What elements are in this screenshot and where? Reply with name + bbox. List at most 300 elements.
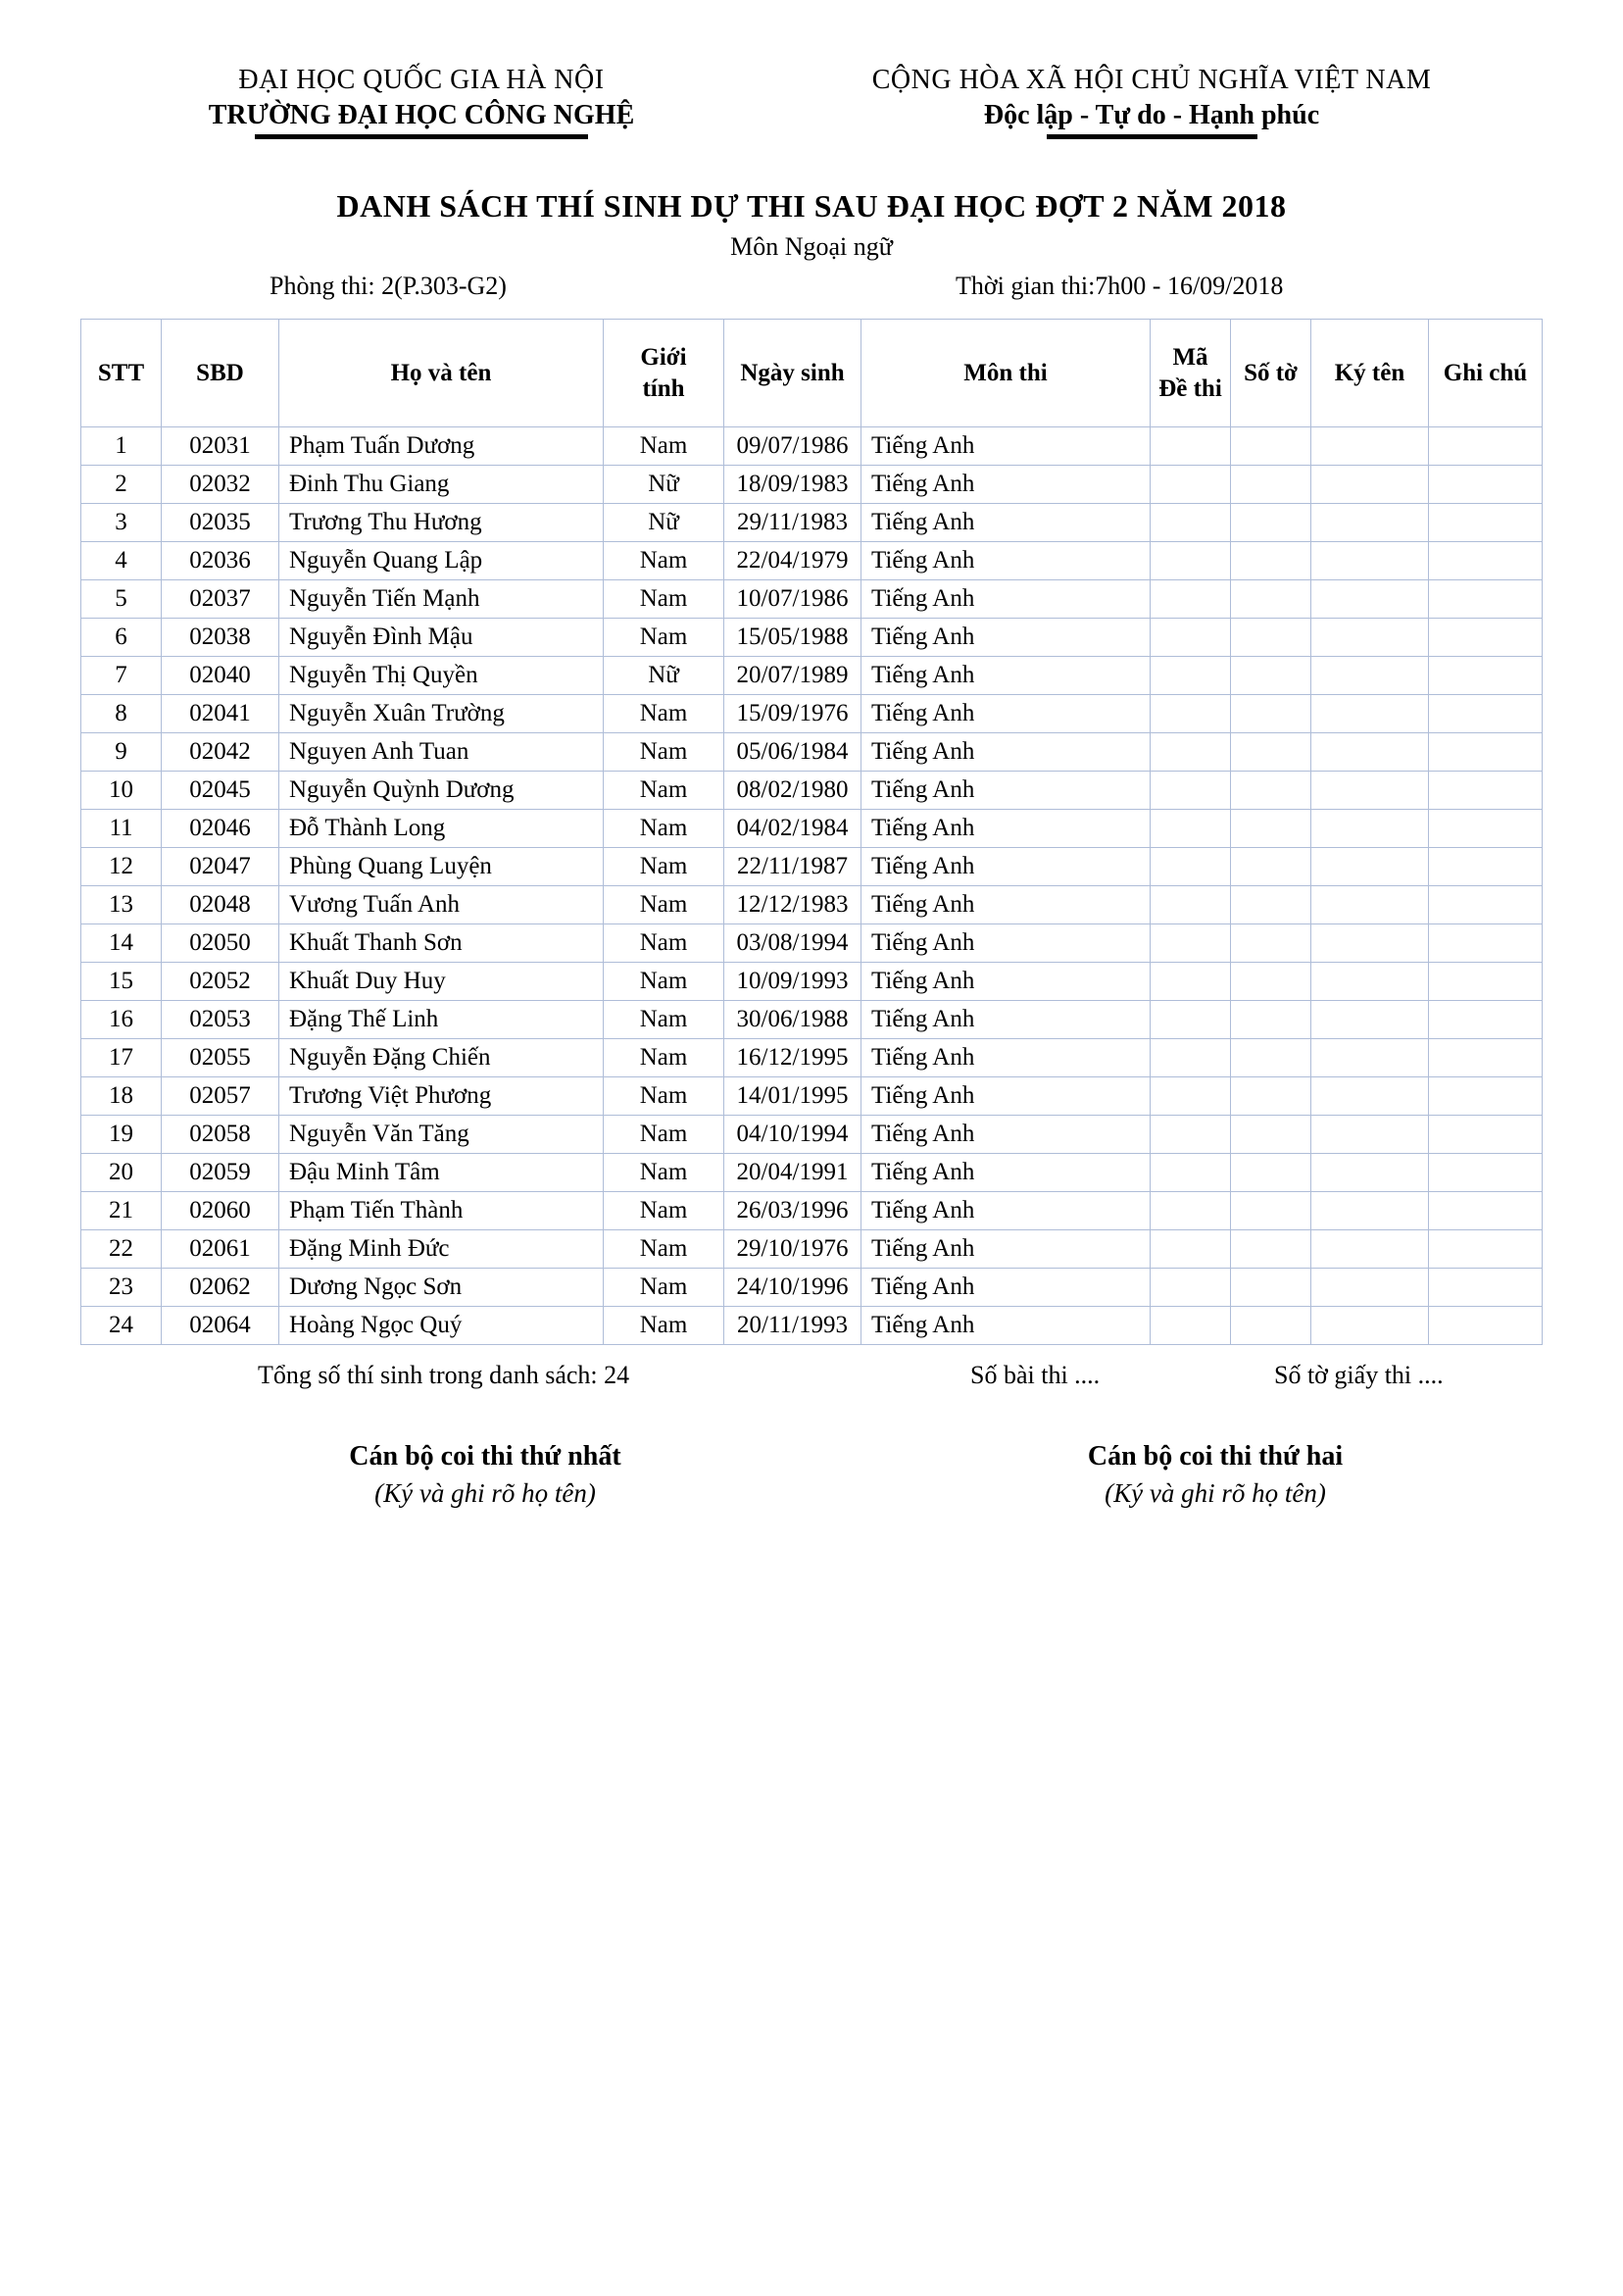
- table-cell: [1231, 427, 1311, 466]
- table-row: [81, 619, 1543, 657]
- table-cell: 29/11/1983: [724, 504, 861, 542]
- table-cell: 02048: [162, 886, 279, 924]
- table-cell: 08/02/1980: [724, 772, 861, 810]
- table-row: [81, 1269, 1543, 1307]
- org-underline: [255, 134, 588, 139]
- table-cell: Tiếng Anh: [861, 1154, 1151, 1192]
- exam-papers-count: Số bài thi ....: [970, 1361, 1101, 1389]
- table-cell: Tiếng Anh: [861, 1116, 1151, 1154]
- table-cell: [1311, 963, 1429, 1001]
- table-cell: 10/09/1993: [724, 963, 861, 1001]
- table-cell: 02052: [162, 963, 279, 1001]
- table-cell: Nữ: [604, 657, 724, 695]
- table-cell: [1311, 848, 1429, 886]
- header-cell: Họ và tên: [279, 320, 604, 427]
- total-candidates: Tổng số thí sinh trong danh sách: 24: [258, 1361, 630, 1389]
- table-cell: Đinh Thu Giang: [279, 466, 604, 504]
- table-cell: [1429, 810, 1543, 848]
- table-cell: [1429, 1001, 1543, 1039]
- table-cell: [1429, 963, 1543, 1001]
- table-cell: [1231, 504, 1311, 542]
- document-header: [0, 0, 1623, 139]
- exam-time: Thời gian thi:7h00 - 16/09/2018: [956, 272, 1284, 300]
- table-cell: [1429, 619, 1543, 657]
- table-cell: 1: [81, 427, 162, 466]
- table-cell: [1311, 924, 1429, 963]
- table-cell: [1311, 542, 1429, 580]
- table-cell: 09/07/1986: [724, 427, 861, 466]
- table-cell: Nữ: [604, 466, 724, 504]
- table-cell: [1231, 1192, 1311, 1230]
- table-row: [81, 1039, 1543, 1077]
- page-title: DANH SÁCH THÍ SINH DỰ THI SAU ĐẠI HỌC ĐỢT 2 NĂM 2018: [336, 188, 1287, 224]
- table-cell: 6: [81, 619, 162, 657]
- table-row: [81, 427, 1543, 466]
- table-cell: Tiếng Anh: [861, 619, 1151, 657]
- table-cell: [1231, 1269, 1311, 1307]
- table-cell: Nam: [604, 619, 724, 657]
- table-cell: [1151, 1269, 1231, 1307]
- table-cell: [1429, 772, 1543, 810]
- table-cell: 02062: [162, 1269, 279, 1307]
- table-cell: [1151, 733, 1231, 772]
- table-cell: 15/09/1976: [724, 695, 861, 733]
- table-cell: 15: [81, 963, 162, 1001]
- table-cell: 7: [81, 657, 162, 695]
- signatures-section: [0, 1441, 1623, 1509]
- table-cell: Nam: [604, 1077, 724, 1116]
- table-cell: [1151, 1116, 1231, 1154]
- table-cell: [1429, 427, 1543, 466]
- table-cell: Nam: [604, 886, 724, 924]
- table-cell: Tiếng Anh: [861, 1307, 1151, 1345]
- table-cell: Nguyễn Tiến Mạnh: [279, 580, 604, 619]
- table-cell: Nguyễn Đình Mậu: [279, 619, 604, 657]
- table-cell: 16/12/1995: [724, 1039, 861, 1077]
- header-cell: Mã Đề thi: [1151, 320, 1231, 427]
- table-cell: [1151, 924, 1231, 963]
- table-cell: [1151, 542, 1231, 580]
- table-cell: [1429, 1116, 1543, 1154]
- table-row: [81, 1192, 1543, 1230]
- table-cell: Nữ: [604, 504, 724, 542]
- table-cell: [1311, 772, 1429, 810]
- table-cell: Trương Việt Phương: [279, 1077, 604, 1116]
- table-row: [81, 542, 1543, 580]
- header-row: [81, 320, 1543, 427]
- table-row: [81, 733, 1543, 772]
- table-cell: Phạm Tiến Thành: [279, 1192, 604, 1230]
- header-cell: Ký tên: [1311, 320, 1429, 427]
- table-row: [81, 924, 1543, 963]
- exam-info-row: [0, 272, 1623, 305]
- org-block: [147, 65, 696, 139]
- table-row: [81, 1230, 1543, 1269]
- table-cell: Đặng Minh Đức: [279, 1230, 604, 1269]
- table-cell: [1151, 580, 1231, 619]
- table-cell: [1231, 924, 1311, 963]
- table-cell: 16: [81, 1001, 162, 1039]
- table-cell: Nam: [604, 427, 724, 466]
- table-cell: Tiếng Anh: [861, 963, 1151, 1001]
- table-cell: Tiếng Anh: [861, 657, 1151, 695]
- table-cell: [1151, 772, 1231, 810]
- table-cell: Tiếng Anh: [861, 1001, 1151, 1039]
- table-cell: 02058: [162, 1116, 279, 1154]
- table-cell: 11: [81, 810, 162, 848]
- table-cell: [1231, 1001, 1311, 1039]
- table-row: [81, 1116, 1543, 1154]
- table-cell: Đặng Thế Linh: [279, 1001, 604, 1039]
- table-cell: Đỗ Thành Long: [279, 810, 604, 848]
- table-cell: [1311, 1269, 1429, 1307]
- table-cell: 8: [81, 695, 162, 733]
- table-cell: 02046: [162, 810, 279, 848]
- table-cell: Tiếng Anh: [861, 466, 1151, 504]
- table-cell: [1151, 1154, 1231, 1192]
- table-cell: Dương Ngọc Sơn: [279, 1269, 604, 1307]
- table-cell: 18/09/1983: [724, 466, 861, 504]
- table-cell: Nguyen Anh Tuan: [279, 733, 604, 772]
- table-cell: Nam: [604, 542, 724, 580]
- table-cell: 02038: [162, 619, 279, 657]
- table-cell: [1311, 466, 1429, 504]
- table-cell: [1231, 1077, 1311, 1116]
- table-cell: [1311, 580, 1429, 619]
- table-cell: 02061: [162, 1230, 279, 1269]
- table-row: [81, 466, 1543, 504]
- table-cell: [1151, 1001, 1231, 1039]
- table-cell: [1151, 1307, 1231, 1345]
- table-cell: 9: [81, 733, 162, 772]
- table-cell: 3: [81, 504, 162, 542]
- table-cell: Phùng Quang Luyện: [279, 848, 604, 886]
- table-cell: 02041: [162, 695, 279, 733]
- table-cell: [1311, 1230, 1429, 1269]
- table-row: [81, 695, 1543, 733]
- table-cell: [1311, 886, 1429, 924]
- table-cell: [1231, 1116, 1311, 1154]
- table-cell: [1311, 504, 1429, 542]
- table-cell: Nam: [604, 1230, 724, 1269]
- table-cell: Tiếng Anh: [861, 772, 1151, 810]
- table-cell: [1151, 695, 1231, 733]
- exam-sheets-count: Số tờ giấy thi ....: [1274, 1361, 1444, 1389]
- table-cell: Nam: [604, 1192, 724, 1230]
- table-cell: 20/11/1993: [724, 1307, 861, 1345]
- table-cell: [1151, 1230, 1231, 1269]
- table-cell: [1429, 1154, 1543, 1192]
- table-cell: Nam: [604, 733, 724, 772]
- first-proctor-title: Cán bộ coi thi thứ nhất: [349, 1441, 621, 1472]
- table-cell: Nguyễn Văn Tăng: [279, 1116, 604, 1154]
- table-cell: Tiếng Anh: [861, 542, 1151, 580]
- table-cell: [1231, 1230, 1311, 1269]
- table-cell: Nguyễn Quang Lập: [279, 542, 604, 580]
- table-cell: [1151, 619, 1231, 657]
- second-proctor-title: Cán bộ coi thi thứ hai: [1087, 1441, 1344, 1472]
- table-cell: [1311, 1001, 1429, 1039]
- table-cell: [1231, 1307, 1311, 1345]
- second-proctor-signature: [941, 1441, 1490, 1509]
- candidate-table: [80, 319, 1543, 1345]
- table-cell: [1429, 580, 1543, 619]
- table-cell: [1151, 657, 1231, 695]
- table-row: [81, 963, 1543, 1001]
- table-cell: [1151, 1192, 1231, 1230]
- table-cell: 20: [81, 1154, 162, 1192]
- table-cell: [1429, 1077, 1543, 1116]
- table-row: [81, 810, 1543, 848]
- table-cell: Nam: [604, 1154, 724, 1192]
- table-cell: [1151, 848, 1231, 886]
- table-row: [81, 1307, 1543, 1345]
- table-cell: 19: [81, 1116, 162, 1154]
- table-cell: [1429, 886, 1543, 924]
- table-cell: Nam: [604, 810, 724, 848]
- table-cell: 03/08/1994: [724, 924, 861, 963]
- header-cell: STT: [81, 320, 162, 427]
- table-cell: 10/07/1986: [724, 580, 861, 619]
- table-cell: 02053: [162, 1001, 279, 1039]
- table-cell: [1311, 427, 1429, 466]
- table-cell: 02036: [162, 542, 279, 580]
- table-cell: Nam: [604, 1116, 724, 1154]
- table-cell: [1151, 1077, 1231, 1116]
- table-row: [81, 657, 1543, 695]
- org-name: ĐẠI HỌC QUỐC GIA HÀ NỘI: [238, 65, 605, 95]
- table-cell: Khuất Thanh Sơn: [279, 924, 604, 963]
- table-cell: Tiếng Anh: [861, 1269, 1151, 1307]
- subject-subtitle: Môn Ngoại ngữ: [730, 232, 893, 261]
- table-cell: Tiếng Anh: [861, 427, 1151, 466]
- table-cell: 02055: [162, 1039, 279, 1077]
- table-cell: Nguyễn Xuân Trường: [279, 695, 604, 733]
- table-cell: 02047: [162, 848, 279, 886]
- table-cell: 02059: [162, 1154, 279, 1192]
- table-cell: 15/05/1988: [724, 619, 861, 657]
- table-cell: 02060: [162, 1192, 279, 1230]
- header-cell: Môn thi: [861, 320, 1151, 427]
- table-cell: [1311, 810, 1429, 848]
- table-cell: [1231, 580, 1311, 619]
- table-row: [81, 1077, 1543, 1116]
- table-cell: [1231, 963, 1311, 1001]
- table-row: [81, 1001, 1543, 1039]
- table-cell: 22/04/1979: [724, 542, 861, 580]
- table-cell: Nam: [604, 1307, 724, 1345]
- table-cell: 12: [81, 848, 162, 886]
- table-cell: 04/10/1994: [724, 1116, 861, 1154]
- table-cell: [1429, 542, 1543, 580]
- table-cell: [1231, 810, 1311, 848]
- table-cell: [1151, 810, 1231, 848]
- table-cell: 13: [81, 886, 162, 924]
- table-cell: 10: [81, 772, 162, 810]
- table-cell: [1429, 848, 1543, 886]
- table-cell: 02037: [162, 580, 279, 619]
- table-cell: Nam: [604, 695, 724, 733]
- table-cell: [1429, 657, 1543, 695]
- table-cell: [1231, 848, 1311, 886]
- table-cell: [1231, 772, 1311, 810]
- table-cell: Nam: [604, 772, 724, 810]
- table-cell: [1429, 695, 1543, 733]
- table-cell: Tiếng Anh: [861, 695, 1151, 733]
- header-cell: Ngày sinh: [724, 320, 861, 427]
- table-cell: Phạm Tuấn Dương: [279, 427, 604, 466]
- table-cell: Vương Tuấn Anh: [279, 886, 604, 924]
- table-cell: 02042: [162, 733, 279, 772]
- header-cell: SBD: [162, 320, 279, 427]
- table-cell: [1231, 886, 1311, 924]
- table-cell: 22: [81, 1230, 162, 1269]
- table-cell: [1231, 1154, 1311, 1192]
- table-cell: Nguyễn Đặng Chiến: [279, 1039, 604, 1077]
- table-cell: [1151, 427, 1231, 466]
- table-cell: 02035: [162, 504, 279, 542]
- table-cell: 12/12/1983: [724, 886, 861, 924]
- table-cell: [1151, 963, 1231, 1001]
- table-cell: [1429, 1230, 1543, 1269]
- table-cell: [1231, 657, 1311, 695]
- table-cell: Nam: [604, 1039, 724, 1077]
- table-cell: [1151, 466, 1231, 504]
- nation-motto-line2: Độc lập - Tự do - Hạnh phúc: [983, 100, 1320, 130]
- table-cell: Nam: [604, 924, 724, 963]
- table-cell: 22/11/1987: [724, 848, 861, 886]
- table-cell: [1311, 619, 1429, 657]
- table-row: [81, 772, 1543, 810]
- table-cell: Trương Thu Hương: [279, 504, 604, 542]
- table-cell: [1429, 733, 1543, 772]
- table-cell: 24/10/1996: [724, 1269, 861, 1307]
- table-cell: Hoàng Ngọc Quý: [279, 1307, 604, 1345]
- table-cell: [1231, 466, 1311, 504]
- table-cell: 24: [81, 1307, 162, 1345]
- table-cell: Nam: [604, 1269, 724, 1307]
- table-cell: 14: [81, 924, 162, 963]
- table-cell: 30/06/1988: [724, 1001, 861, 1039]
- table-cell: 20/04/1991: [724, 1154, 861, 1192]
- motto-underline: [1047, 134, 1257, 139]
- table-cell: 04/02/1984: [724, 810, 861, 848]
- candidate-table-body: [81, 427, 1543, 1345]
- table-cell: 02032: [162, 466, 279, 504]
- table-cell: [1231, 619, 1311, 657]
- table-cell: [1429, 1269, 1543, 1307]
- table-cell: [1429, 924, 1543, 963]
- table-cell: [1311, 1307, 1429, 1345]
- table-cell: 02040: [162, 657, 279, 695]
- table-cell: 02031: [162, 427, 279, 466]
- table-cell: [1311, 657, 1429, 695]
- table-cell: Đậu Minh Tâm: [279, 1154, 604, 1192]
- first-proctor-signature: [211, 1441, 760, 1509]
- table-cell: [1231, 733, 1311, 772]
- table-cell: [1429, 1039, 1543, 1077]
- table-cell: Tiếng Anh: [861, 1192, 1151, 1230]
- table-cell: [1429, 504, 1543, 542]
- first-proctor-note: (Ký và ghi rõ họ tên): [374, 1478, 596, 1508]
- table-cell: [1151, 1039, 1231, 1077]
- table-cell: [1151, 504, 1231, 542]
- header-cell: Giới tính: [604, 320, 724, 427]
- second-proctor-note: (Ký và ghi rõ họ tên): [1105, 1478, 1326, 1508]
- table-cell: Nguyễn Thị Quyền: [279, 657, 604, 695]
- nation-block: [833, 65, 1470, 139]
- table-cell: Khuất Duy Huy: [279, 963, 604, 1001]
- table-cell: [1151, 886, 1231, 924]
- table-cell: [1311, 1077, 1429, 1116]
- table-cell: 21: [81, 1192, 162, 1230]
- table-header: [81, 320, 1543, 427]
- table-cell: Tiếng Anh: [861, 810, 1151, 848]
- table-cell: 14/01/1995: [724, 1077, 861, 1116]
- table-cell: 26/03/1996: [724, 1192, 861, 1230]
- table-cell: [1231, 695, 1311, 733]
- table-cell: 02050: [162, 924, 279, 963]
- table-cell: 02057: [162, 1077, 279, 1116]
- table-row: [81, 886, 1543, 924]
- table-row: [81, 848, 1543, 886]
- table-row: [81, 1154, 1543, 1192]
- table-cell: [1231, 1039, 1311, 1077]
- table-cell: 02064: [162, 1307, 279, 1345]
- table-cell: 29/10/1976: [724, 1230, 861, 1269]
- table-cell: Nguyễn Quỳnh Dương: [279, 772, 604, 810]
- header-cell: Ghi chú: [1429, 320, 1543, 427]
- table-cell: 20/07/1989: [724, 657, 861, 695]
- table-cell: [1311, 695, 1429, 733]
- table-cell: Nam: [604, 1001, 724, 1039]
- table-cell: 4: [81, 542, 162, 580]
- nation-motto-line1: CỘNG HÒA XÃ HỘI CHỦ NGHĨA VIỆT NAM: [871, 65, 1432, 95]
- table-cell: Tiếng Anh: [861, 848, 1151, 886]
- school-name: TRƯỜNG ĐẠI HỌC CÔNG NGHỆ: [208, 100, 635, 130]
- table-cell: 23: [81, 1269, 162, 1307]
- table-cell: [1311, 733, 1429, 772]
- table-cell: [1311, 1192, 1429, 1230]
- table-cell: Tiếng Anh: [861, 1039, 1151, 1077]
- table-cell: Tiếng Anh: [861, 504, 1151, 542]
- table-cell: [1311, 1039, 1429, 1077]
- table-cell: Tiếng Anh: [861, 1077, 1151, 1116]
- table-cell: Tiếng Anh: [861, 733, 1151, 772]
- table-row: [81, 580, 1543, 619]
- table-cell: Tiếng Anh: [861, 1230, 1151, 1269]
- table-cell: 5: [81, 580, 162, 619]
- table-cell: Tiếng Anh: [861, 580, 1151, 619]
- header-cell: Số tờ: [1231, 320, 1311, 427]
- exam-room: Phòng thi: 2(P.303-G2): [270, 272, 507, 300]
- table-cell: [1429, 466, 1543, 504]
- table-cell: [1429, 1192, 1543, 1230]
- totals-row: [0, 1361, 1623, 1400]
- table-cell: 05/06/1984: [724, 733, 861, 772]
- table-cell: Nam: [604, 580, 724, 619]
- table-cell: [1231, 542, 1311, 580]
- table-cell: [1311, 1116, 1429, 1154]
- table-cell: [1311, 1154, 1429, 1192]
- table-cell: Tiếng Anh: [861, 924, 1151, 963]
- table-cell: Nam: [604, 963, 724, 1001]
- table-row: [81, 504, 1543, 542]
- table-cell: 02045: [162, 772, 279, 810]
- table-cell: 17: [81, 1039, 162, 1077]
- table-cell: Tiếng Anh: [861, 886, 1151, 924]
- table-cell: Nam: [604, 848, 724, 886]
